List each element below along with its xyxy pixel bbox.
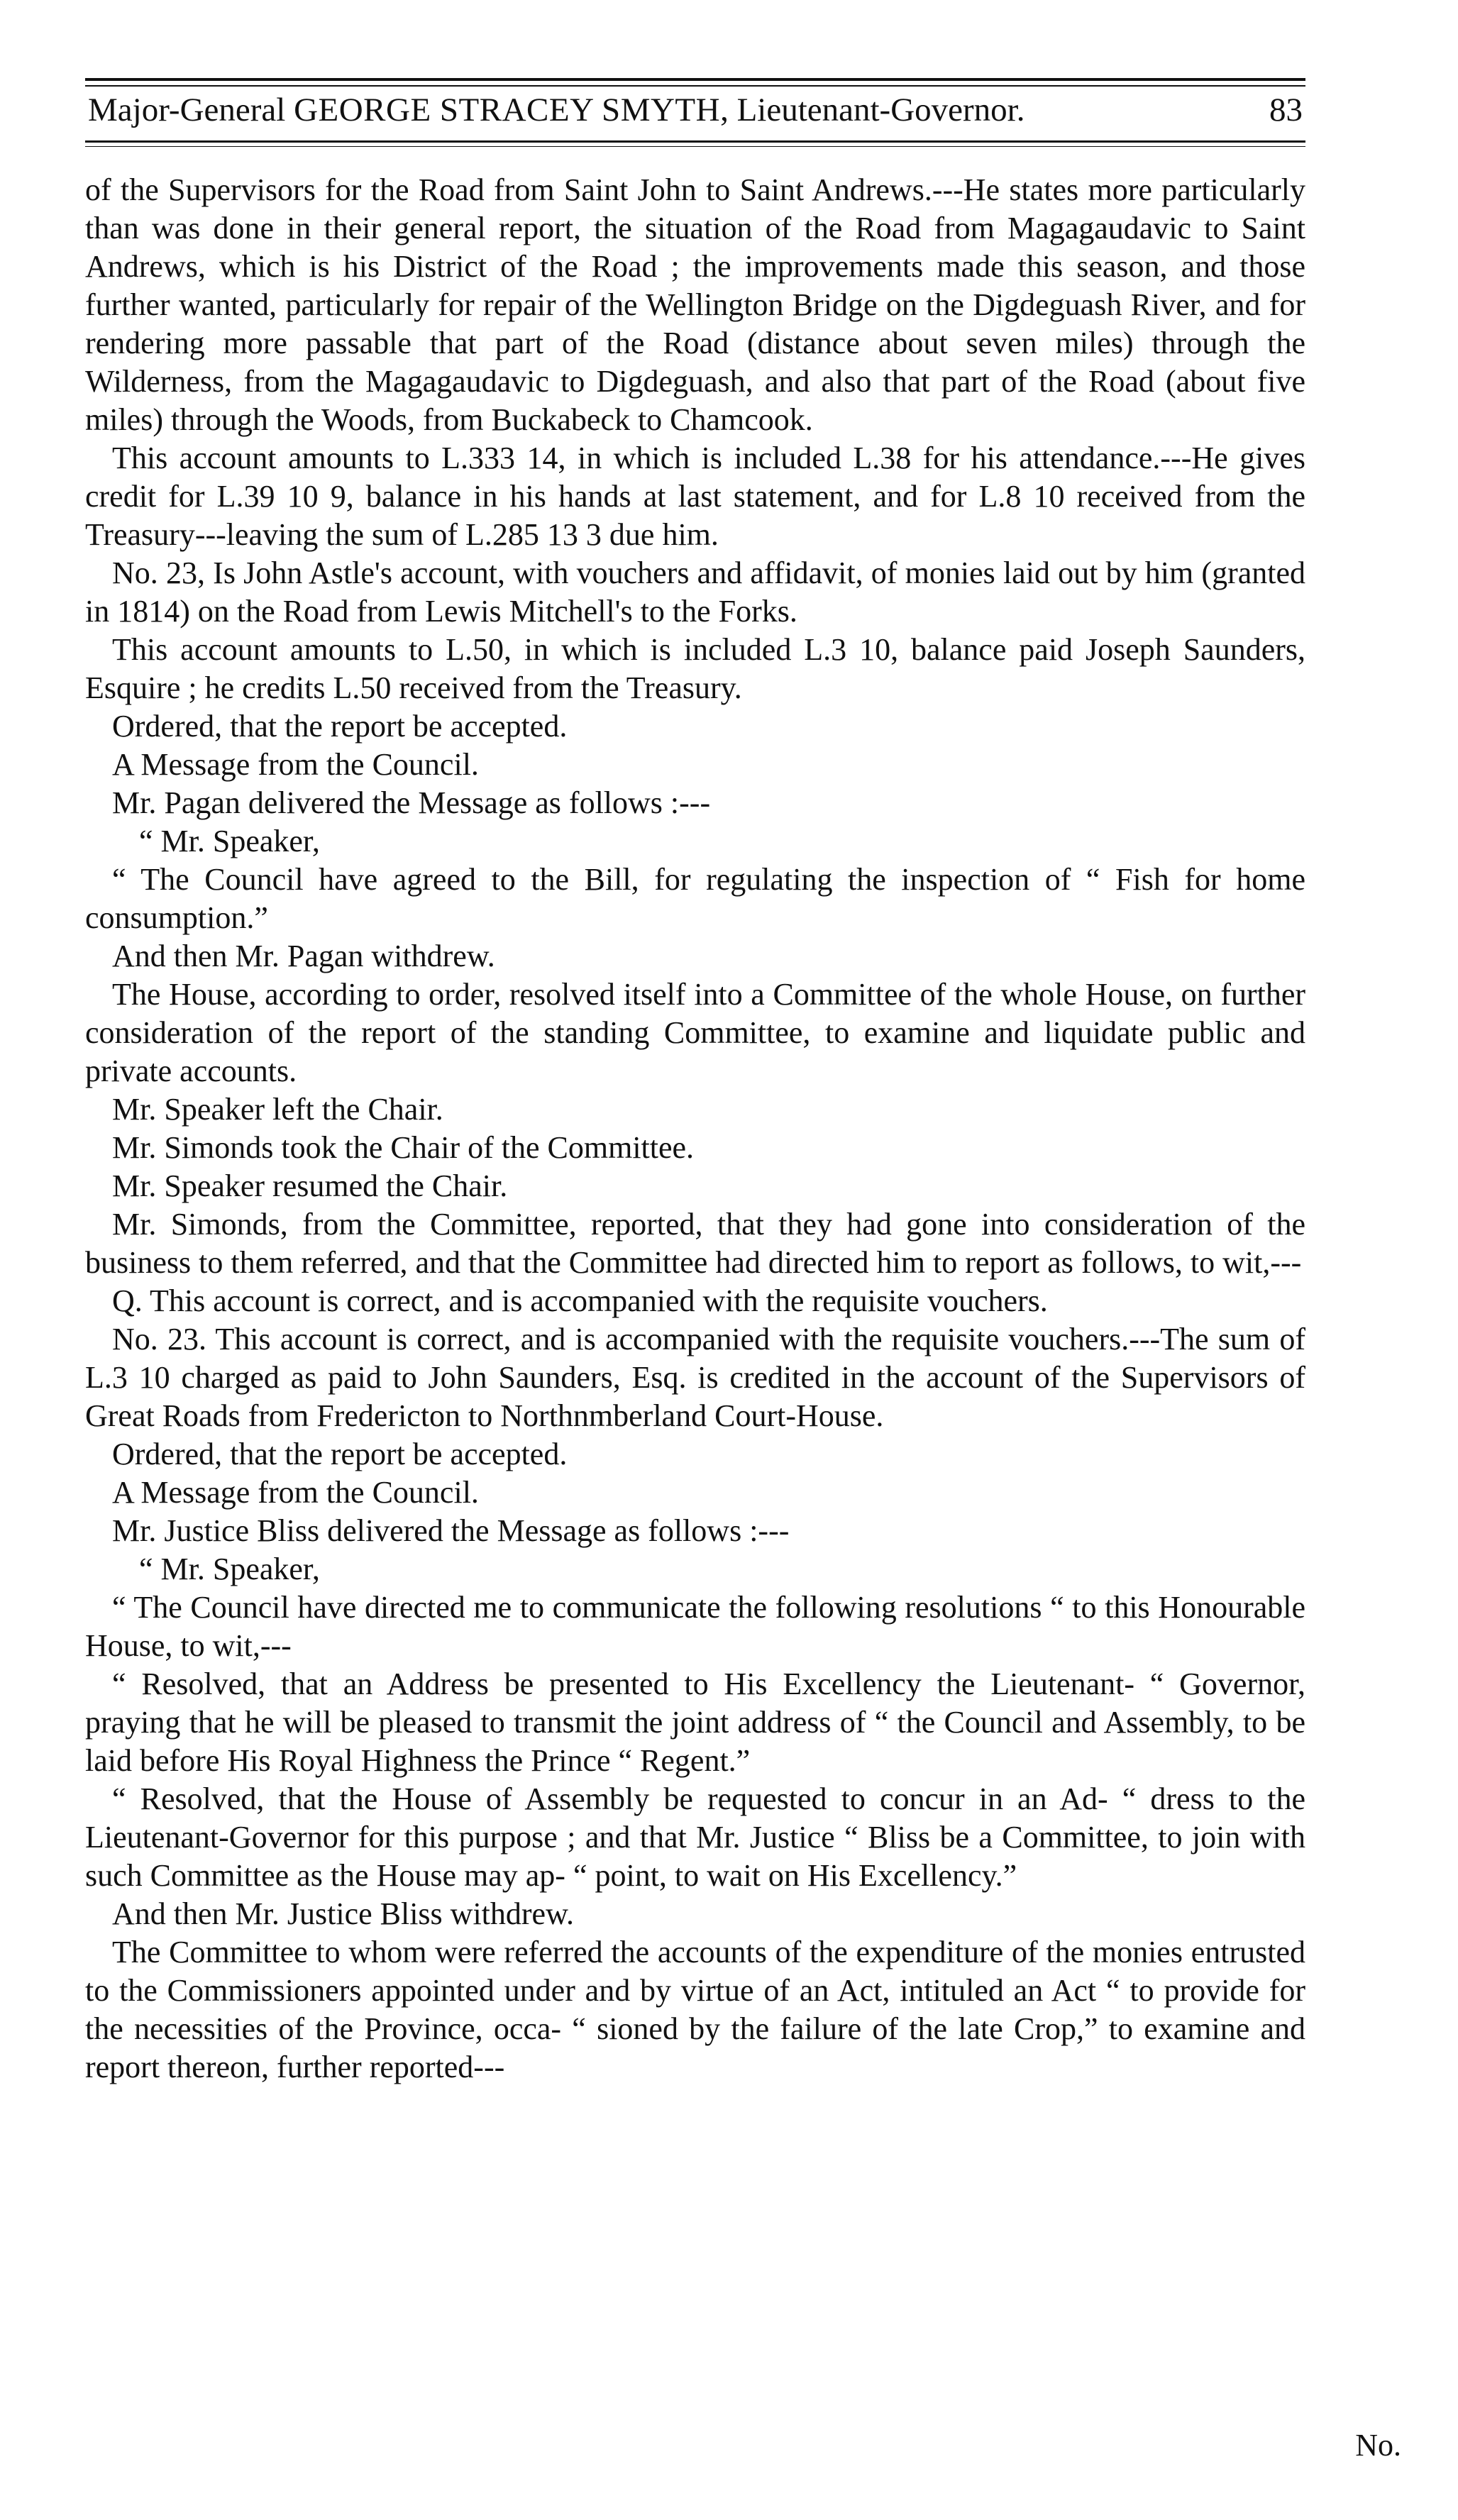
paragraph: Mr. Simonds, from the Committee, reported, that they had gone into consideration of the business to them referred, and that the Committee had directed him to report as follows, to wit,--- [85, 1207, 1305, 1280]
title-suffix: , Lieutenant-Governor. [720, 92, 1025, 128]
paragraph: A Message from the Council. [112, 1475, 479, 1510]
paragraph: “ The Council have agreed to the Bill, for regulating the inspection of “ Fish for home consumption.” [85, 862, 1305, 935]
title-prefix: Major-General [88, 92, 294, 128]
paragraph: Mr. Justice Bliss delivered the Message as follows :--- [112, 1513, 790, 1548]
paragraph: “ Resolved, that an Address be presented to His Excellency the Lieutenant- “ Governor, praying that he will be pleased to transmit the joint address of “ the Council and Assembly, to be laid before His Royal Highness the Prince “ Regent.” [85, 1667, 1305, 1778]
paragraph: “ Resolved, that the House of Assembly be requested to concur in an Ad- “ dress to the Lieutenant-Governor for this purpose ; and that Mr. Justice “ Bliss be a Committee, to join with such Committee as the House may ap- “ point, to wait on His Excellency.” [85, 1781, 1305, 1893]
paragraph: “ Mr. Speaker, [139, 824, 320, 858]
paragraph: This account amounts to L.50, in which is included L.3 10, balance paid Joseph Saunders, Esquire ; he credits L.50 received from the Treasury. [85, 632, 1305, 705]
paragraph: Ordered, that the report be accepted. [112, 709, 568, 744]
page-number: 83 [1269, 92, 1303, 128]
header-rule-bottom [85, 140, 1305, 143]
paragraph: The House, according to order, resolved itself into a Committee of the whole House, on further consideration of the report of the standing Committee, to examine and liquidate public and private accounts. [85, 977, 1305, 1088]
paragraph: Ordered, that the report be accepted. [112, 1437, 568, 1471]
paragraph: No. 23, Is John Astle's account, with vouchers and affidavit, of monies laid out by him (granted in 1814) on the Road from Lewis Mitchell's to the Forks. [85, 556, 1305, 629]
paragraph: Mr. Simonds took the Chair of the Committee. [112, 1130, 695, 1165]
running-head [85, 87, 1305, 133]
document-page [85, 57, 1305, 2087]
paragraph: Mr. Speaker left the Chair. [112, 1092, 443, 1127]
paragraph: The Committee to whom were referred the accounts of the expenditure of the monies entrusted to the Commissioners appointed under and by virtue of an Act, intituled an Act “ to provide for the necessities of the Province, occa- “ sioned by the failure of the late Crop,” to examine and report thereon, further reported--- [85, 1935, 1305, 2084]
paragraph: “ The Council have directed me to communicate the following resolutions “ to this Honourable House, to wit,--- [85, 1590, 1305, 1663]
paragraph: And then Mr. Pagan withdrew. [112, 939, 495, 973]
running-head-title [88, 87, 1025, 133]
header-rule-top [85, 78, 1305, 81]
paragraph: Mr. Pagan delivered the Message as follows :--- [112, 785, 711, 820]
header-rule-bottom-thin [85, 146, 1305, 147]
paragraph: This account amounts to L.333 14, in which is included L.38 for his attendance.---He gives credit for L.39 10 9, balance in his hands at last statement, and for L.8 10 received from the Treasury---leaving the sum of L.285 13 3 due him. [85, 441, 1305, 552]
paragraph: of the Supervisors for the Road from Saint John to Saint Andrews.---He states more particularly than was done in their general report, the situation of the Road from Magagaudavic to Saint Andrews, which is his District of the Road ; the improvements made this season, and those further wanted, particularly for repair of the Wellington Bridge on the Digdeguash River, and for rendering more passable that part of the Road (distance about seven miles) through the Wilderness, from the Magagaudavic to Digdeguash, and also that part of the Road (about five miles) through the Woods, from Buckabeck to Chamcook. [85, 172, 1305, 437]
paragraph: A Message from the Council. [112, 747, 479, 782]
paragraph: And then Mr. Justice Bliss withdrew. [112, 1896, 574, 1931]
title-name: GEORGE STRACEY SMYTH [294, 92, 721, 128]
paragraph: Mr. Speaker resumed the Chair. [112, 1168, 508, 1203]
catchword: No. [1355, 2428, 1401, 2463]
body-text [85, 171, 1305, 2087]
paragraph: Q. This account is correct, and is accompanied with the requisite vouchers. [112, 1283, 1048, 1318]
paragraph: No. 23. This account is correct, and is accompanied with the requisite vouchers.---The sum of L.3 10 charged as paid to John Saunders, Esq. is credited in the account of the Supervisors of Great Roads from Fredericton to Northnmberland Court-House. [85, 1322, 1305, 1433]
paragraph: “ Mr. Speaker, [139, 1552, 320, 1586]
